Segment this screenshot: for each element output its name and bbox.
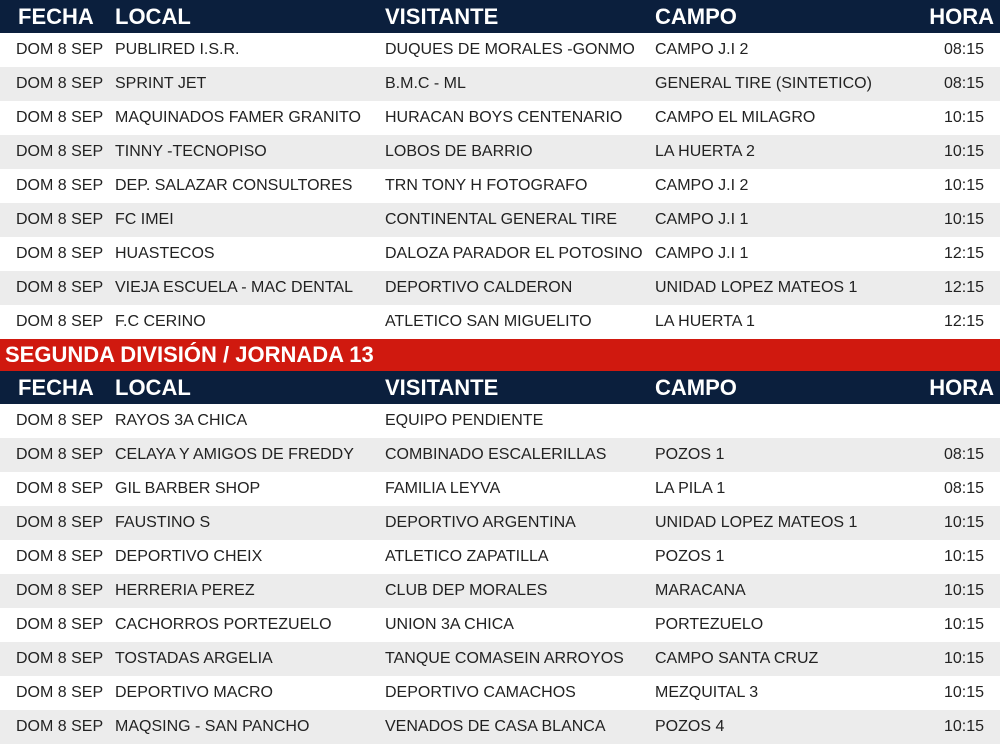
table-row — [0, 710, 1000, 744]
cell-local: GIL BARBER SHOP — [115, 480, 261, 497]
cell-fecha: DOM 8 SEP — [16, 684, 104, 701]
cell-campo: POZOS 1 — [655, 446, 725, 463]
cell-fecha: DOM 8 SEP — [16, 412, 104, 429]
table-row — [0, 101, 1000, 135]
cell-local: F.C CERINO — [115, 313, 206, 330]
table-row — [0, 169, 1000, 203]
cell-visitante: COMBINADO ESCALERILLAS — [385, 446, 607, 463]
cell-hora: 10:15 — [943, 650, 984, 667]
cell-fecha: DOM 8 SEP — [16, 616, 104, 633]
cell-local: DEPORTIVO MACRO — [115, 684, 273, 701]
cell-visitante: ATLETICO SAN MIGUELITO — [385, 313, 592, 330]
cell-campo: GENERAL TIRE (SINTETICO) — [655, 75, 872, 92]
cell-fecha: DOM 8 SEP — [16, 650, 104, 667]
cell-visitante: B.M.C - ML — [385, 75, 466, 92]
cell-fecha: DOM 8 SEP — [16, 109, 104, 126]
cell-visitante: EQUIPO PENDIENTE — [385, 412, 544, 429]
cell-fecha: DOM 8 SEP — [16, 177, 104, 194]
cell-local: DEPORTIVO CHEIX — [115, 548, 263, 565]
cell-visitante: LOBOS DE BARRIO — [385, 143, 533, 160]
cell-fecha: DOM 8 SEP — [16, 279, 104, 296]
cell-campo: CAMPO SANTA CRUZ — [655, 650, 819, 667]
table-row — [0, 237, 1000, 271]
cell-campo: CAMPO EL MILAGRO — [655, 109, 816, 126]
cell-hora: 12:15 — [943, 245, 984, 262]
header-local: LOCAL — [115, 375, 191, 400]
header-hora: HORA — [929, 4, 994, 29]
cell-local: TINNY -TECNOPISO — [115, 143, 267, 160]
table-row — [0, 305, 1000, 339]
cell-hora: 12:15 — [943, 313, 984, 330]
cell-campo: POZOS 4 — [655, 718, 725, 735]
cell-campo: MEZQUITAL 3 — [655, 684, 759, 701]
table-row — [0, 135, 1000, 169]
cell-local: MAQUINADOS FAMER GRANITO — [115, 109, 361, 126]
section1-rows — [0, 33, 1000, 339]
cell-hora: 08:15 — [943, 446, 984, 463]
header-fecha: FECHA — [18, 4, 94, 29]
table-row — [0, 203, 1000, 237]
table-row — [0, 574, 1000, 608]
cell-campo: LA HUERTA 2 — [655, 143, 755, 160]
cell-visitante: TRN TONY H FOTOGRAFO — [385, 177, 588, 194]
table-row — [0, 540, 1000, 574]
cell-hora: 10:15 — [943, 211, 984, 228]
table-header-1 — [0, 0, 1000, 33]
cell-hora: 12:15 — [943, 279, 984, 296]
cell-hora: 10:15 — [943, 514, 984, 531]
cell-visitante: FAMILIA LEYVA — [385, 480, 501, 497]
header-visitante: VISITANTE — [385, 375, 499, 400]
header-campo: CAMPO — [655, 4, 737, 29]
cell-local: RAYOS 3A CHICA — [115, 412, 248, 429]
section2-title: SEGUNDA DIVISIÓN / JORNADA 13 — [0, 339, 1000, 371]
cell-fecha: DOM 8 SEP — [16, 548, 104, 565]
header-local: LOCAL — [115, 4, 191, 29]
cell-campo: PORTEZUELO — [655, 616, 764, 633]
table-row — [0, 438, 1000, 472]
cell-hora: 10:15 — [943, 616, 984, 633]
cell-campo: CAMPO J.I 1 — [655, 211, 749, 228]
cell-local: FAUSTINO S — [115, 514, 211, 531]
cell-campo: CAMPO J.I 2 — [655, 41, 749, 58]
cell-visitante: VENADOS DE CASA BLANCA — [385, 718, 606, 735]
cell-fecha: DOM 8 SEP — [16, 143, 104, 160]
cell-hora: 08:15 — [943, 75, 984, 92]
cell-fecha: DOM 8 SEP — [16, 446, 104, 463]
cell-local: FC IMEI — [115, 211, 174, 228]
cell-campo: CAMPO J.I 2 — [655, 177, 749, 194]
cell-hora: 08:15 — [943, 41, 984, 58]
cell-visitante: DEPORTIVO ARGENTINA — [385, 514, 576, 531]
cell-visitante: HURACAN BOYS CENTENARIO — [385, 109, 623, 126]
cell-hora: 10:15 — [943, 684, 984, 701]
cell-visitante: ATLETICO ZAPATILLA — [385, 548, 549, 565]
cell-hora: 10:15 — [943, 143, 984, 160]
cell-fecha: DOM 8 SEP — [16, 211, 104, 228]
cell-visitante: UNION 3A CHICA — [385, 616, 514, 633]
cell-fecha: DOM 8 SEP — [16, 480, 104, 497]
header-campo: CAMPO — [655, 375, 737, 400]
table-header-2 — [0, 371, 1000, 404]
cell-visitante: CLUB DEP MORALES — [385, 582, 548, 599]
table-row — [0, 472, 1000, 506]
header-hora: HORA — [929, 375, 994, 400]
cell-campo: UNIDAD LOPEZ MATEOS 1 — [655, 514, 858, 531]
cell-fecha: DOM 8 SEP — [16, 75, 104, 92]
cell-campo: MARACANA — [655, 582, 746, 599]
cell-local: HERRERIA PEREZ — [115, 582, 255, 599]
table-row — [0, 608, 1000, 642]
cell-local: PUBLIRED I.S.R. — [115, 41, 240, 58]
cell-local: TOSTADAS ARGELIA — [115, 650, 273, 667]
table-row — [0, 506, 1000, 540]
cell-campo: CAMPO J.I 1 — [655, 245, 749, 262]
cell-hora: 10:15 — [943, 718, 984, 735]
cell-hora: 08:15 — [943, 480, 984, 497]
cell-hora: 10:15 — [943, 548, 984, 565]
cell-fecha: DOM 8 SEP — [16, 313, 104, 330]
cell-fecha: DOM 8 SEP — [16, 718, 104, 735]
cell-local: CACHORROS PORTEZUELO — [115, 616, 332, 633]
cell-hora: 10:15 — [943, 582, 984, 599]
cell-campo: UNIDAD LOPEZ MATEOS 1 — [655, 279, 858, 296]
table-row — [0, 676, 1000, 710]
cell-local: HUASTECOS — [115, 245, 215, 262]
header-visitante: VISITANTE — [385, 4, 499, 29]
cell-local: SPRINT JET — [115, 75, 207, 92]
table-row — [0, 33, 1000, 67]
cell-local: MAQSING - SAN PANCHO — [115, 718, 310, 735]
cell-visitante: DUQUES DE MORALES -GONMO — [385, 41, 635, 58]
section2-rows — [0, 404, 1000, 744]
cell-visitante: DEPORTIVO CALDERON — [385, 279, 573, 296]
table-row — [0, 642, 1000, 676]
cell-fecha: DOM 8 SEP — [16, 582, 104, 599]
cell-hora: 10:15 — [943, 109, 984, 126]
cell-fecha: DOM 8 SEP — [16, 514, 104, 531]
cell-visitante: DALOZA PARADOR EL POTOSINO — [385, 245, 643, 262]
cell-campo: LA PILA 1 — [655, 480, 726, 497]
table-row — [0, 271, 1000, 305]
cell-visitante: CONTINENTAL GENERAL TIRE — [385, 211, 618, 228]
cell-fecha: DOM 8 SEP — [16, 41, 104, 58]
cell-visitante: TANQUE COMASEIN ARROYOS — [385, 650, 624, 667]
table-row — [0, 67, 1000, 101]
header-fecha: FECHA — [18, 375, 94, 400]
cell-local: VIEJA ESCUELA - MAC DENTAL — [115, 279, 353, 296]
cell-campo: LA HUERTA 1 — [655, 313, 755, 330]
cell-visitante: DEPORTIVO CAMACHOS — [385, 684, 576, 701]
table-row — [0, 404, 1000, 438]
cell-hora: 10:15 — [943, 177, 984, 194]
cell-fecha: DOM 8 SEP — [16, 245, 104, 262]
cell-local: CELAYA Y AMIGOS DE FREDDY — [115, 446, 354, 463]
cell-campo: POZOS 1 — [655, 548, 725, 565]
cell-local: DEP. SALAZAR CONSULTORES — [115, 177, 353, 194]
